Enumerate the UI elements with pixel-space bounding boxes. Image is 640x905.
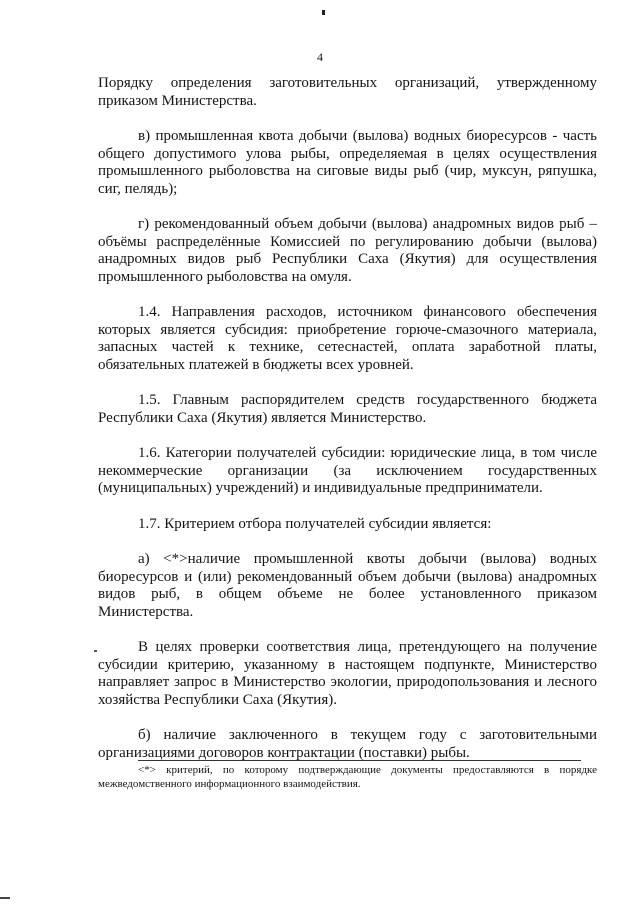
paragraph-item-a: а) <*>наличие промышленной квоты добычи (вылова) водных биоресурсов и (или) рекомендованный объем добычи (вылова) анадромных видов рыб, в общем объеме не более установленного приказом Министерства.	[98, 551, 597, 620]
paragraph-gap	[98, 374, 597, 392]
paragraph-item-b: б) наличие заключенного в текущем году с заготовительными организациями договоров контрактации (поставки) рыбы.	[98, 727, 597, 761]
paragraph-gap	[98, 621, 597, 639]
document-body	[98, 75, 597, 762]
paragraph-gap	[98, 533, 597, 551]
paragraph-item-v: в) промышленная квота добычи (вылова) водных биоресурсов - часть общего допустимого улова рыбы, определяемая в целях осуществления промышленного рыболовства на сиговые виды рыб (чир, муксун, ряпушка, сиг, пелядь);	[98, 128, 597, 197]
paragraph-item-g: г) рекомендованный объем добычи (вылова) анадромных видов рыб – объёмы распределённые Комиссией по регулированию добычи (вылова) анадромных видов рыб Республики Саха (Якутия) для осуществления промышленного рыболовства на омуля.	[98, 216, 597, 285]
paragraph-1-6: 1.6. Категории получателей субсидии: юридические лица, в том числе некоммерческие организации (за исключением государственных (муниципальных) учреждений) и индивидуальные предприниматели.	[98, 445, 597, 496]
scan-mark	[322, 10, 325, 15]
footnote-rule	[138, 760, 581, 761]
paragraph-gap	[98, 709, 597, 727]
footnote: <*> критерий, по которому подтверждающие документы предоставляются в порядке межведомственного информационного взаимодействия.	[98, 764, 597, 790]
page-number: 4	[317, 50, 323, 64]
paragraph-gap	[98, 427, 597, 445]
paragraph-gap	[98, 198, 597, 216]
scan-mark-margin	[94, 650, 97, 652]
paragraph-gap	[98, 286, 597, 304]
paragraph-1-7: 1.7. Критерием отбора получателей субсидии является:	[138, 515, 492, 532]
paragraph-continuation: Порядку определения заготовительных организаций, утвержденному приказом Министерства.	[98, 75, 597, 109]
paragraph-verification: В целях проверки соответствия лица, претендующего на получение субсидии критерию, указанному в настоящем подпункте, Министерство направляет запрос в Министерство экологии, природопользования и лесного хозяйства Республики Саха (Якутия).	[98, 639, 597, 708]
paragraph-1-4: 1.4. Направления расходов, источником финансового обеспечения которых является субсидия: приобретение горюче-смазочного материала, запасных частей к технике, сетеснастей, оплата заработной платы, обязательных платежей в бюджеты всех уровней.	[98, 304, 597, 373]
paragraph-gap	[98, 498, 597, 516]
paragraph-1-5: 1.5. Главным распорядителем средств государственного бюджета Республики Саха (Якутия) является Министерство.	[98, 392, 597, 426]
paragraph-gap	[98, 110, 597, 128]
scan-mark-edge	[0, 897, 10, 899]
